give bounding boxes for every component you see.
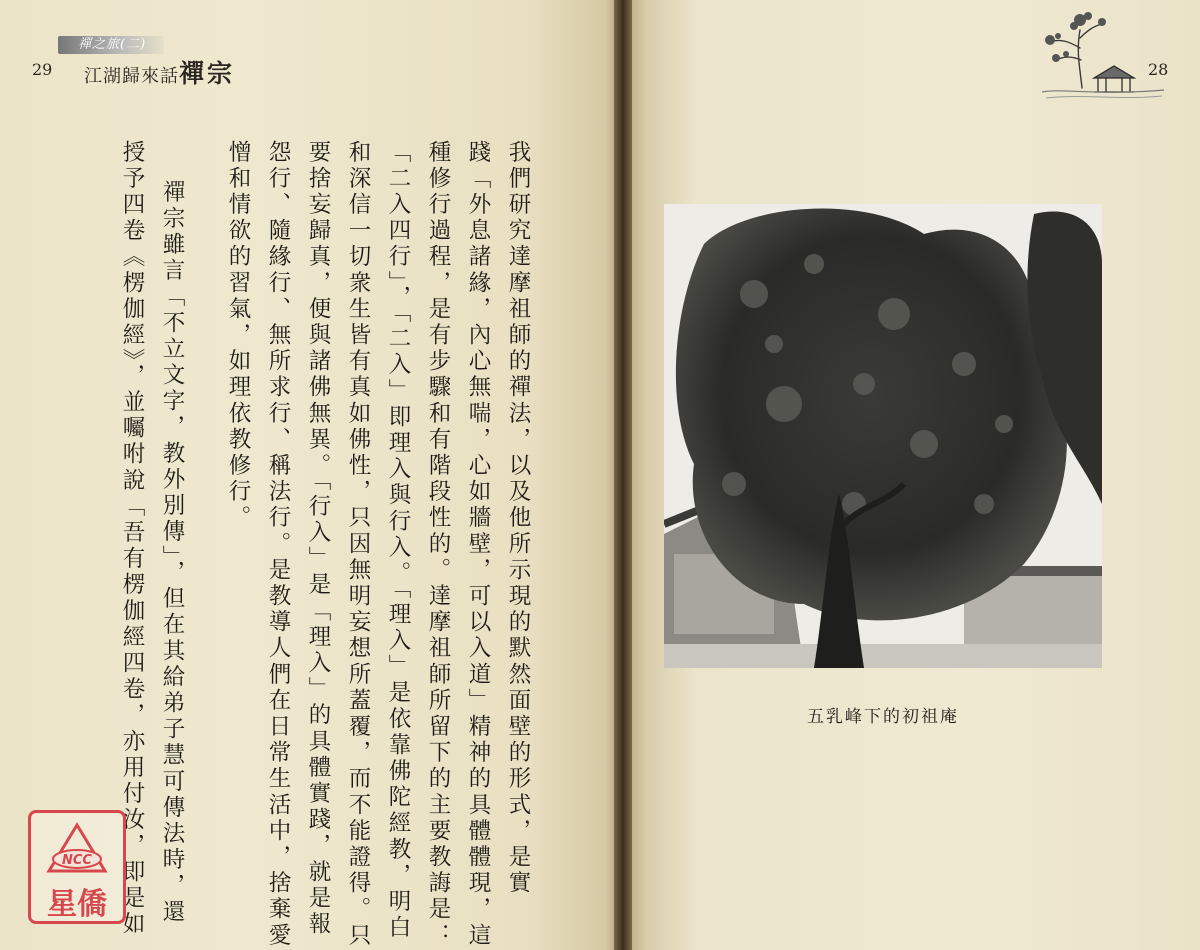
text-column-10: 授予四卷《楞伽經》，並囑咐說「吾有楞伽經四卷，亦用付汝，即是如 — [119, 140, 145, 938]
stamp-ncc-text: NCC — [62, 853, 92, 868]
ncc-watermark-stamp — [28, 810, 126, 924]
text-column-9: 禪宗雖言「不立文字，教外別傳」，但在其給弟子慧可傳法時，還 — [159, 180, 185, 926]
series-label: 禪之旅(二) — [78, 37, 147, 52]
triangle-logo-icon — [45, 821, 109, 879]
stamp-name: 星僑 — [47, 887, 107, 922]
text-column-4: 「二入四行」，「二入」即理入與行入。「理入」是依靠佛陀經教，明白 — [385, 140, 411, 942]
text-column-8: 憎和情欲的習氣，如理依教修行。 — [225, 140, 251, 532]
header-emphasis: 禪宗 — [179, 59, 236, 88]
photo-caption: 五乳峰下的初祖庵 — [807, 707, 959, 727]
page-number-left: 29 — [32, 60, 53, 79]
text-column-5: 和深信一切衆生皆有真如佛性，只因無明妄想所蓋覆，而不能證得。只 — [345, 140, 371, 950]
running-header — [84, 54, 235, 90]
book-gutter — [614, 0, 632, 950]
temple-tree-photo — [664, 204, 1102, 668]
tree-pavilion-illustration — [1036, 8, 1168, 104]
text-column-3: 種修行過程，是有步驟和有階段性的。達摩祖師所留下的主要教誨是： — [425, 140, 451, 950]
page-number-right: 28 — [1148, 60, 1169, 79]
header-prefix: 江湖歸來話 — [84, 66, 179, 87]
text-column-1: 我們研究達摩祖師的禪法，以及他所示現的默然面壁的形式，是實 — [505, 140, 531, 897]
text-column-2: 踐「外息諸緣，內心無喘，心如牆壁，可以入道」精神的具體體現，這 — [465, 140, 491, 950]
text-column-7: 怨行、隨緣行、無所求行、稱法行。是教導人們在日常生活中，捨棄愛 — [265, 140, 291, 950]
text-column-6: 要捨妄歸真，便與諸佛無異。「行入」是「理入」的具體實踐，就是報 — [305, 140, 331, 938]
